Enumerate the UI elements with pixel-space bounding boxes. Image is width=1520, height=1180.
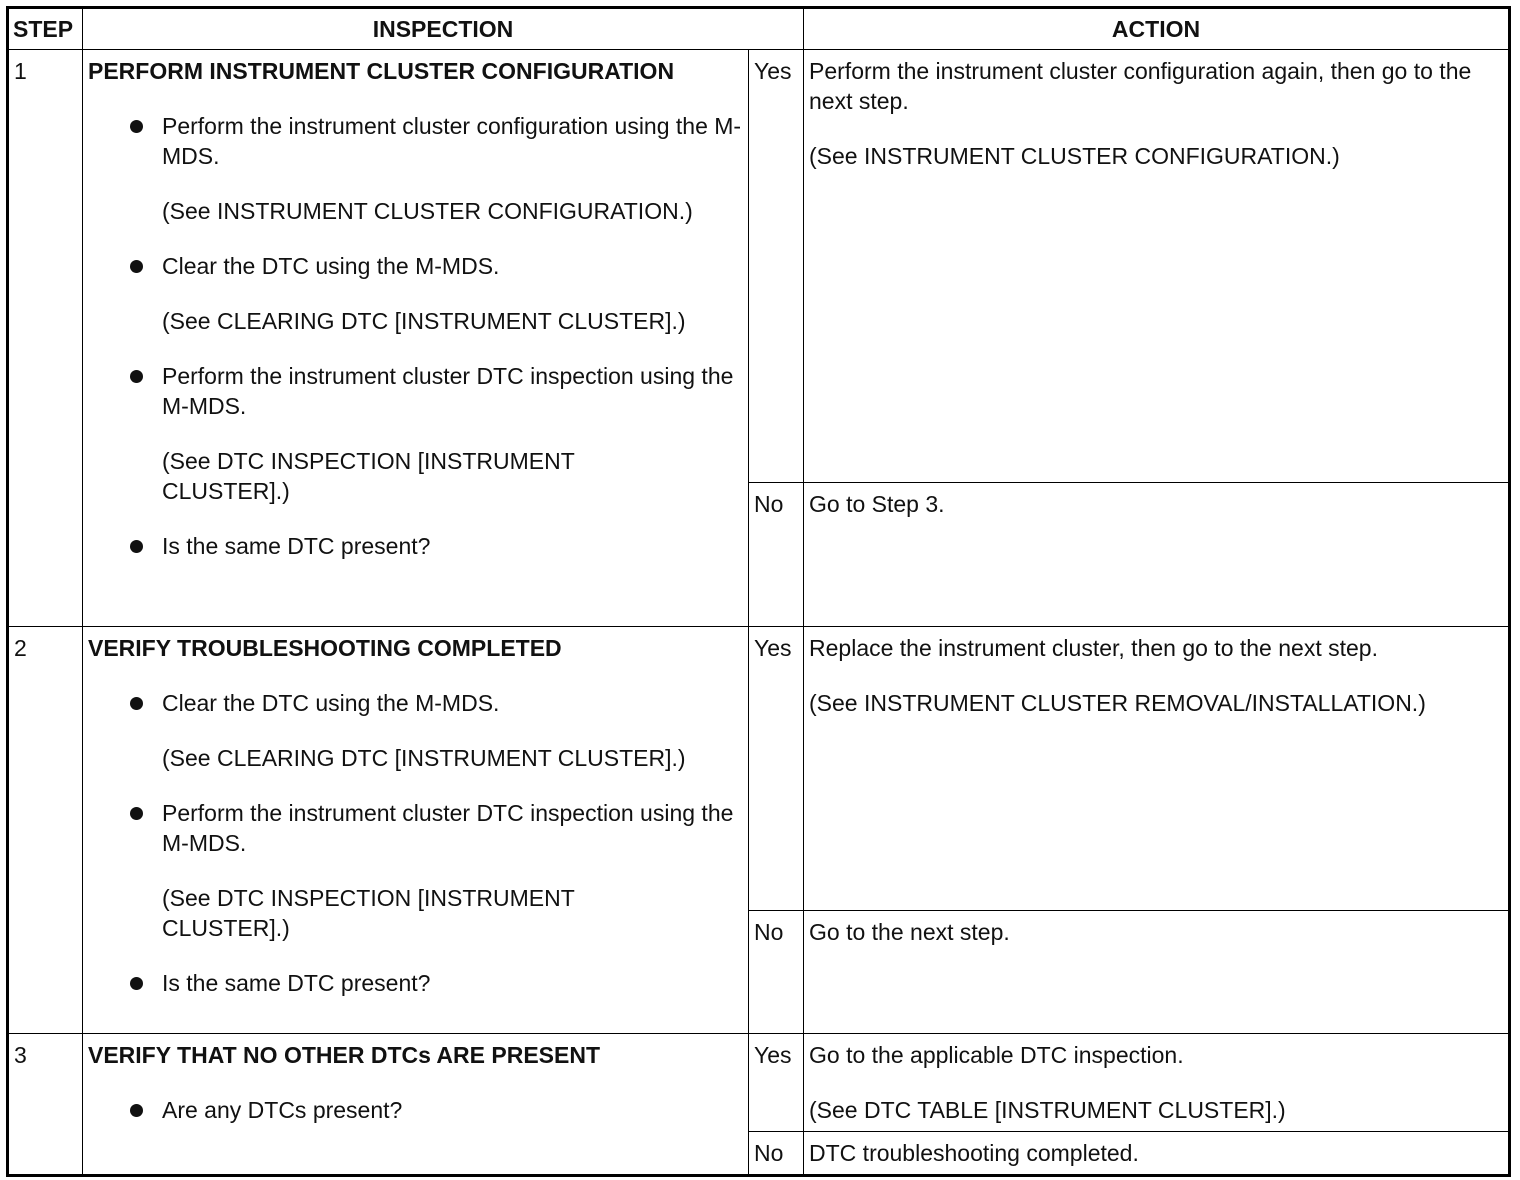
- step-inspection: [83, 627, 749, 1034]
- troubleshooting-table: [6, 6, 1511, 1177]
- header-step: STEP: [8, 8, 83, 50]
- action-cell: [804, 50, 1510, 483]
- check-item: [88, 251, 743, 336]
- check-text: Perform the instrument cluster DTC inspection using the M-MDS.: [162, 800, 734, 856]
- check-text: Clear the DTC using the M-MDS.: [162, 253, 500, 279]
- yes-label: Yes: [749, 50, 804, 483]
- no-label: No: [749, 911, 804, 1034]
- step-number: 1: [8, 50, 83, 627]
- check-text: Perform the instrument cluster configuration using the M-MDS.: [162, 113, 742, 169]
- step-inspection: [83, 1034, 749, 1176]
- action-text: Replace the instrument cluster, then go to the next step.: [809, 635, 1378, 661]
- step-inspection: [83, 50, 749, 627]
- step-2-yes-row: [8, 627, 1510, 911]
- reference-link: (See DTC TABLE [INSTRUMENT CLUSTER].): [809, 1097, 1286, 1123]
- check-text: Is the same DTC present?: [162, 533, 431, 559]
- check-text: Perform the instrument cluster DTC inspection using the M-MDS.: [162, 363, 734, 419]
- action-text: Go to the next step.: [809, 919, 1010, 945]
- check-item: [88, 531, 743, 561]
- header-row: [8, 8, 1510, 50]
- yes-label: Yes: [749, 1034, 804, 1132]
- action-text: Go to the applicable DTC inspection.: [809, 1042, 1184, 1068]
- reference-link: (See INSTRUMENT CLUSTER CONFIGURATION.): [809, 143, 1340, 169]
- bullet-icon: [130, 540, 143, 553]
- action-cell: [804, 911, 1510, 1034]
- action-text: DTC troubleshooting completed.: [809, 1140, 1139, 1166]
- step-title: PERFORM INSTRUMENT CLUSTER CONFIGURATION: [88, 58, 675, 84]
- check-list: [88, 688, 743, 998]
- check-text: Are any DTCs present?: [162, 1097, 403, 1123]
- reference-link: (See CLEARING DTC [INSTRUMENT CLUSTER].): [162, 745, 686, 771]
- check-item: [88, 361, 743, 506]
- step-3-yes-row: [8, 1034, 1510, 1132]
- no-label: No: [749, 483, 804, 627]
- bullet-icon: [130, 807, 143, 820]
- reference-link: (See CLEARING DTC [INSTRUMENT CLUSTER].): [162, 308, 686, 334]
- check-item: [88, 688, 743, 773]
- reference-link: (See INSTRUMENT CLUSTER CONFIGURATION.): [162, 198, 693, 224]
- action-text: Perform the instrument cluster configuration again, then go to the next step.: [809, 58, 1472, 114]
- check-list: [88, 111, 743, 561]
- check-list: [88, 1095, 743, 1125]
- bullet-icon: [130, 260, 143, 273]
- check-item: [88, 968, 743, 998]
- check-text: Is the same DTC present?: [162, 970, 431, 996]
- bullet-icon: [130, 1104, 143, 1117]
- action-cell: [804, 627, 1510, 911]
- step-title: VERIFY THAT NO OTHER DTCs ARE PRESENT: [88, 1042, 601, 1068]
- step-title: VERIFY TROUBLESHOOTING COMPLETED: [88, 635, 562, 661]
- step-number: 2: [8, 627, 83, 1034]
- no-label: No: [749, 1132, 804, 1176]
- action-cell: [804, 1034, 1510, 1132]
- header-action: ACTION: [804, 8, 1510, 50]
- check-text: Clear the DTC using the M-MDS.: [162, 690, 500, 716]
- reference-link: (See INSTRUMENT CLUSTER REMOVAL/INSTALLATION.): [809, 690, 1426, 716]
- bullet-icon: [130, 977, 143, 990]
- step-number: 3: [8, 1034, 83, 1176]
- action-cell: [804, 1132, 1510, 1176]
- bullet-icon: [130, 120, 143, 133]
- check-item: [88, 111, 743, 226]
- reference-link: (See DTC INSPECTION [INSTRUMENT CLUSTER].): [162, 885, 575, 941]
- step-1-yes-row: [8, 50, 1510, 483]
- check-item: [88, 1095, 743, 1125]
- reference-link: (See DTC INSPECTION [INSTRUMENT CLUSTER].): [162, 448, 575, 504]
- header-inspection: INSPECTION: [83, 8, 804, 50]
- action-text: Go to Step 3.: [809, 491, 945, 517]
- check-item: [88, 798, 743, 943]
- bullet-icon: [130, 370, 143, 383]
- yes-label: Yes: [749, 627, 804, 911]
- bullet-icon: [130, 697, 143, 710]
- action-cell: [804, 483, 1510, 627]
